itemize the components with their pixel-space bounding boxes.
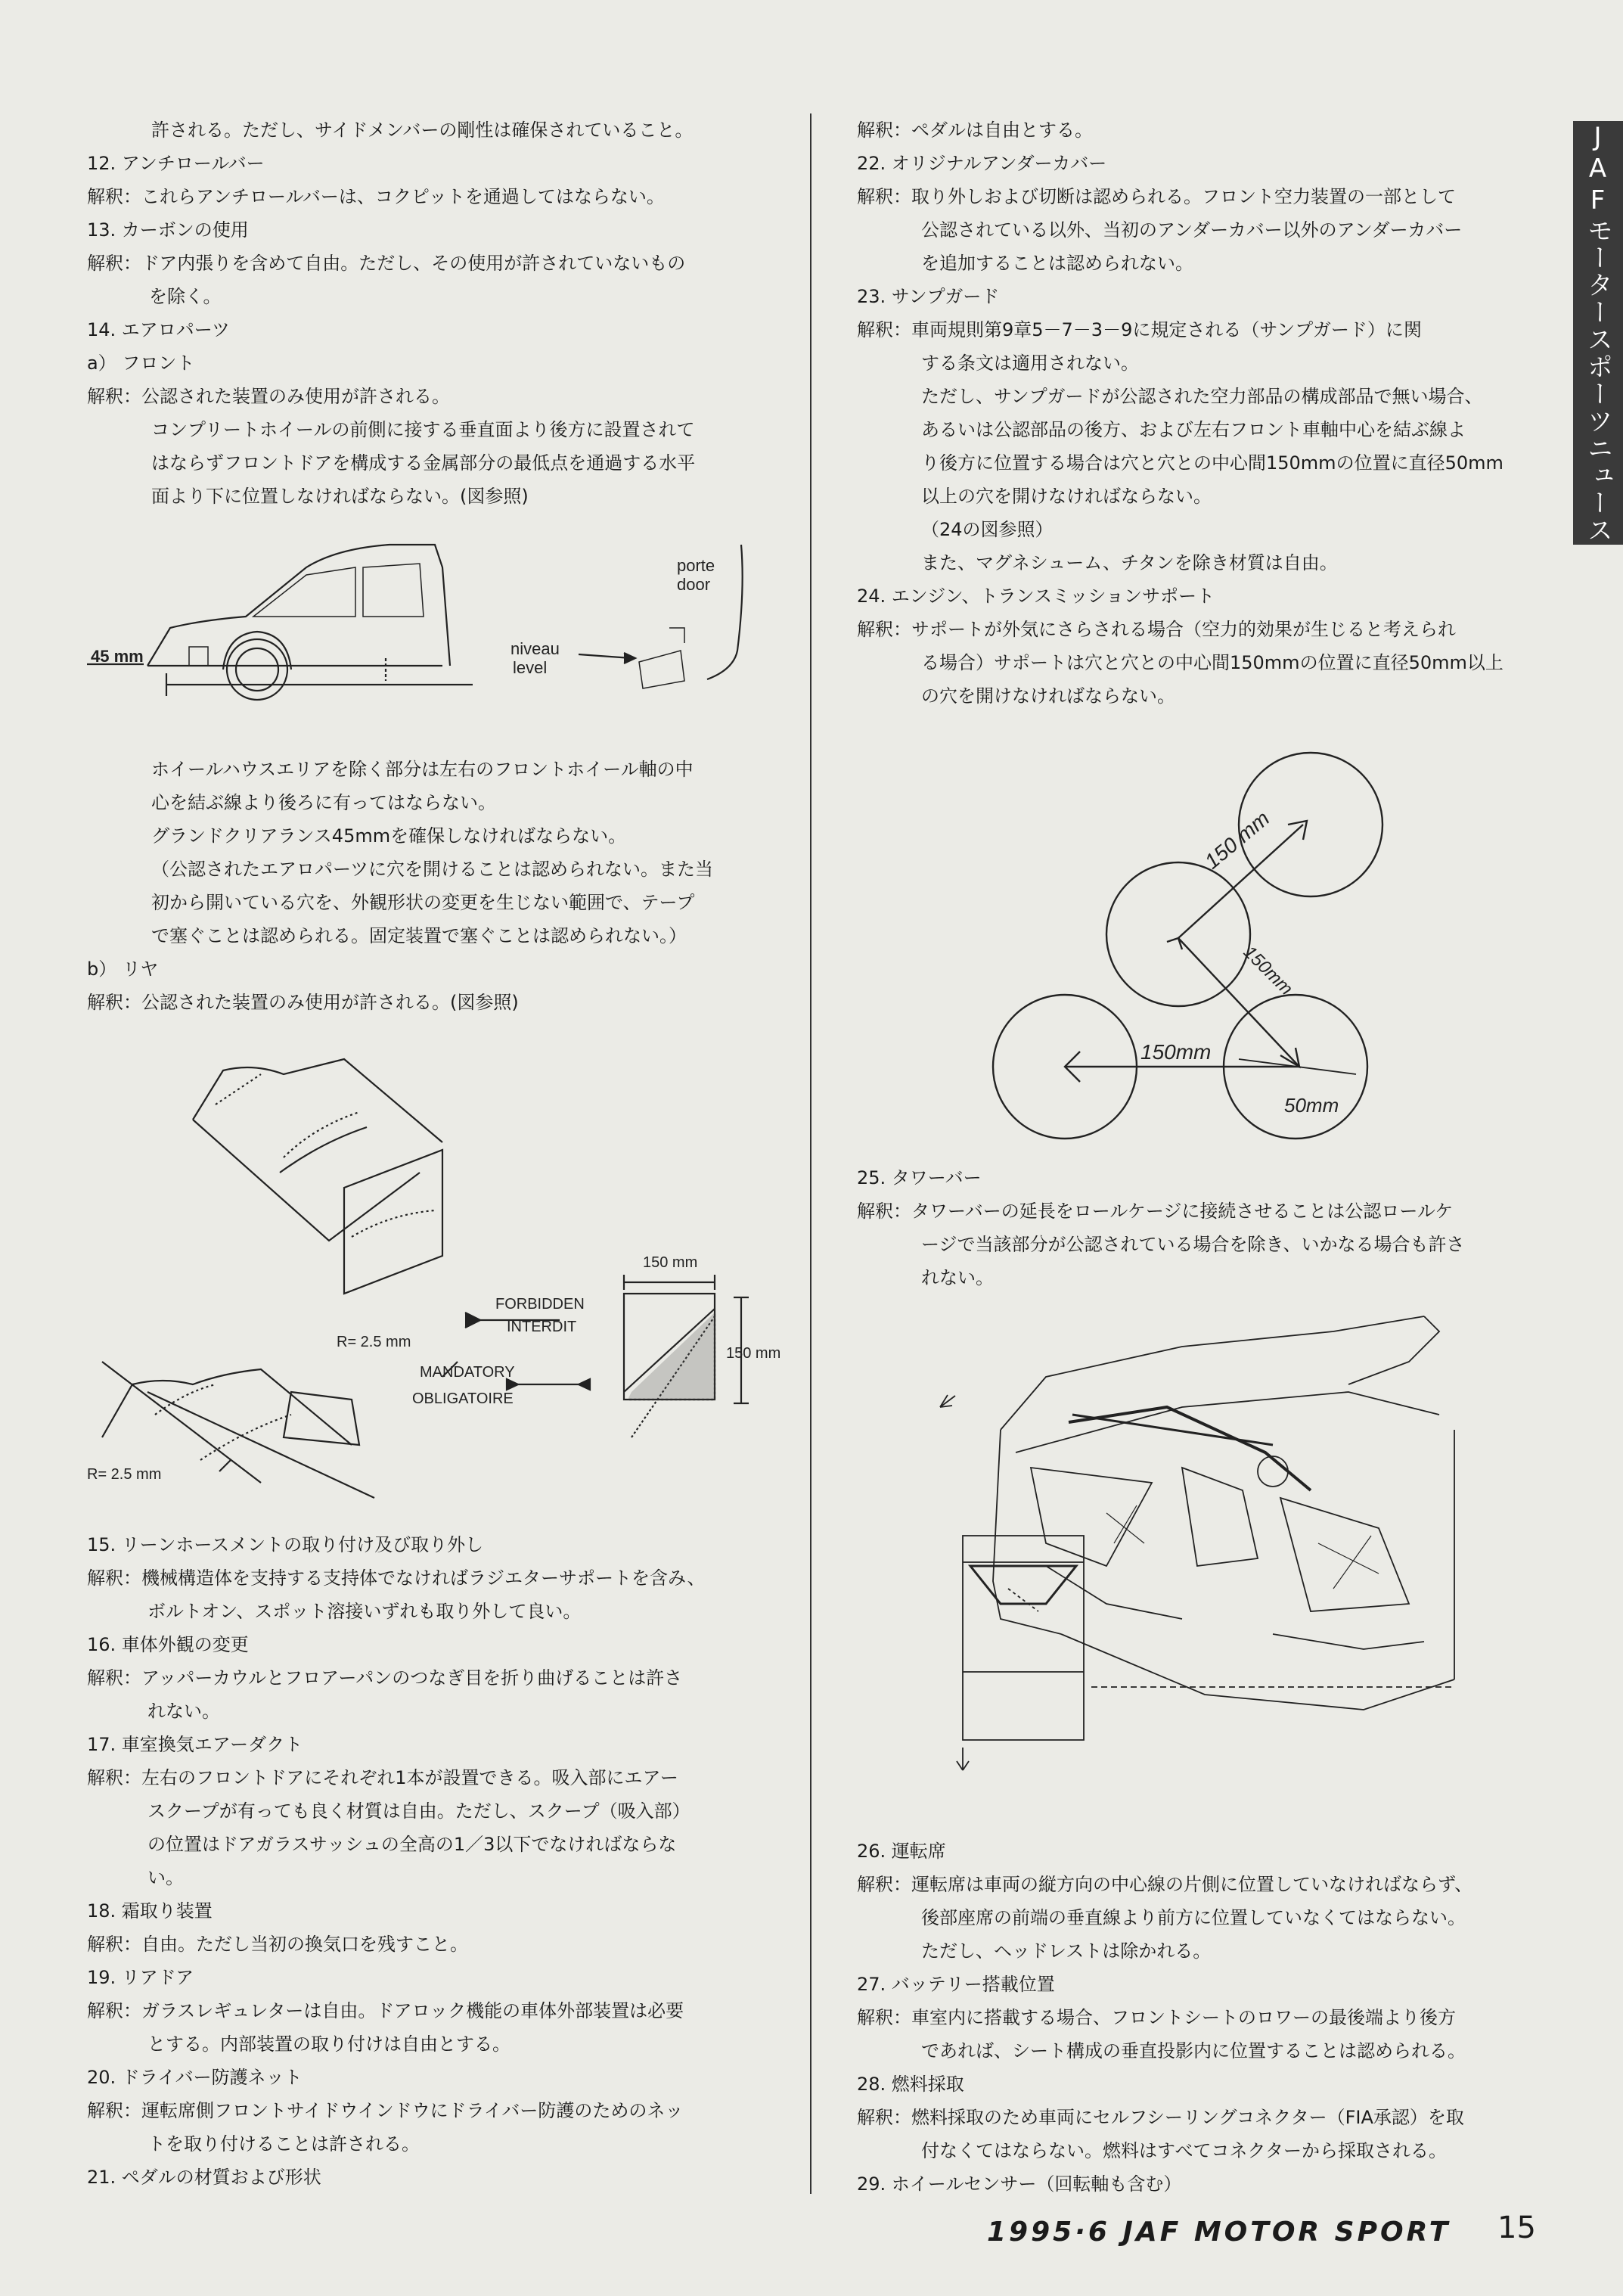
label-level: level (513, 658, 548, 677)
label-radius-bottom: R= 2.5 mm (87, 1466, 162, 1483)
text-line: 解釈：自由。ただし当初の換気口を残すこと。 (87, 1934, 468, 1955)
text-line: （公認されたエアロパーツに穴を開けることは認められない。また当 (151, 859, 714, 880)
text-line: 解釈：左右のフロントドアにそれぞれ1本が設置できる。吸入部にエアー (87, 1767, 678, 1788)
text-line: の位置はドアガラスサッシュの全高の1／3以下でなければならな (147, 1834, 677, 1855)
text-line: れない。 (147, 1701, 220, 1722)
label-mandatory: MANDATORY (420, 1364, 515, 1381)
text-line: トを取り付けることは許される。 (147, 2133, 420, 2155)
text-line: 解釈：車両規則第9章5－7－3－9に規定される（サンプガード）に関 (857, 319, 1422, 340)
label-obligatoire: OBLIGATOIRE (412, 1390, 514, 1407)
item-heading: 19. リアドア (87, 1967, 194, 1988)
item-heading: 12. アンチロールバー (87, 153, 265, 174)
text-line: 解釈：取り外しおよび切断は認められる。フロント空力装置の一部として (857, 186, 1456, 207)
text-line: 解釈：ガラスレギュレターは自由。ドアロック機能の車体外部装置は必要 (87, 2000, 684, 2021)
item-heading: 21. ペダルの材質および形状 (87, 2167, 321, 2188)
text-line: を除く。 (149, 286, 222, 307)
label-interdit: INTERDIT (507, 1319, 577, 1335)
sub-heading: a） フロント (87, 353, 195, 374)
text-line: ただし、サンプガードが公認された空力部品の構成部品で無い場合、 (921, 386, 1483, 407)
label-dia-50: 50mm (1284, 1094, 1339, 1117)
text-line: 面より下に位置しなければならない。(図参照) (151, 486, 529, 507)
text-line: 後部座席の前端の垂直線より前方に位置していなくてはならない。 (921, 1907, 1466, 1928)
tower-bar-figure (955, 1316, 1500, 1800)
text-line: 解釈：運転席側フロントサイドウインドウにドライバー防護のためのネッ (87, 2100, 684, 2121)
text-line: 心を結ぶ線より後ろに有ってはならない。 (151, 792, 496, 813)
dim-45mm: 45 mm (91, 647, 144, 666)
item-heading: 23. サンプガード (857, 286, 1000, 307)
item-heading: 27. バッテリー搭載位置 (857, 1974, 1055, 1995)
text-line: とする。内部装置の取り付けは自由とする。 (147, 2033, 510, 2055)
text-line: れない。 (921, 1267, 994, 1288)
section-tab (1573, 121, 1623, 545)
text-line: （24の図参照） (921, 519, 1054, 540)
text-line: あるいは公認部品の後方、および左右フロント車軸中心を結ぶ線よ (921, 419, 1466, 440)
text-line: を追加することは認められない。 (921, 253, 1193, 274)
item-heading: 22. オリジナルアンダーカバー (857, 153, 1107, 174)
text-line: り後方に位置する場合は穴と穴との中心間150mmの位置に直径50mm (921, 452, 1504, 474)
item-heading: 25. タワーバー (857, 1167, 982, 1188)
label-niveau: niveau (510, 639, 560, 658)
label-base-150: 150mm (1140, 1040, 1212, 1064)
text-line: の穴を開けなければならない。 (921, 685, 1175, 707)
item-heading: 16. 車体外観の変更 (87, 1634, 249, 1655)
text-line: 解釈：アッパーカウルとフロアーパンのつなぎ目を折り曲げることは許さ (87, 1667, 683, 1689)
text-line: 許される。ただし、サイドメンバーの剛性は確保されていること。 (151, 120, 694, 141)
item-heading: 18. 霜取り装置 (87, 1900, 213, 1922)
text-line: グランドクリアランス45mmを確保しなければならない。 (151, 825, 627, 847)
item-heading: 17. 車室換気エアーダクト (87, 1734, 303, 1755)
text-line: 解釈：車室内に搭載する場合、フロントシートのロワーの最後端より後方 (857, 2007, 1456, 2028)
page-number: 15 (1497, 2211, 1536, 2245)
label-height: 150 mm (726, 1345, 781, 1362)
label-width: 150 mm (643, 1254, 698, 1271)
item-heading: 15. リーンホースメントの取り付け及び取り外し (87, 1534, 484, 1555)
section-tab-label: JAFモータースポーツニュース (1582, 122, 1613, 544)
sub-heading: b） リヤ (87, 958, 159, 980)
text-line: 以上の穴を開けなければならない。 (921, 486, 1212, 507)
text-line: 初から開いている穴を、外観形状の変更を生じない範囲で、テープ (151, 892, 695, 913)
text-line: い。 (147, 1867, 184, 1888)
text-line: 解釈：サポートが外気にさらされる場合（空力的効果が生じると考えられ (857, 619, 1456, 640)
text-line: 解釈：公認された装置のみ使用が許される。(図参照) (87, 992, 519, 1013)
text-line: ージで当該部分が公認されている場合を除き、いかなる場合も許さ (921, 1234, 1465, 1255)
hole-spacing-figure (993, 749, 1447, 1157)
text-line: コンプリートホイールの前側に接する垂直面より後方に設置されて (151, 419, 695, 440)
text-line: ホイールハウスエリアを除く部分は左右のフロントホイール軸の中 (151, 759, 694, 780)
text-line: 付なくてはならない。燃料はすべてコネクターから採取される。 (921, 2140, 1448, 2161)
item-heading: 20. ドライバー防護ネット (87, 2067, 303, 2088)
item-heading: 28. 燃料採取 (857, 2074, 964, 2095)
text-line: 解釈：機械構造体を支持する支持体でなければラジエターサポートを含み、 (87, 1567, 706, 1589)
label-diag-150: 150 mm (1199, 806, 1274, 874)
text-line: 解釈：燃料採取のため車両にセルフシーリングコネクター（FIA承認）を取 (857, 2107, 1464, 2128)
item-heading: 29. ホイールセンサー（回転軸も含む） (857, 2173, 1182, 2195)
label-radius-top: R= 2.5 mm (337, 1334, 411, 1350)
text-line: スクープが有っても良く材質は自由。ただし、スクープ（吸入部） (147, 1800, 690, 1822)
label-porte: porte (677, 556, 715, 575)
text-line: 解釈：公認された装置のみ使用が許される。 (87, 386, 450, 407)
text-line: 解釈：これらアンチロールバーは、コクピットを通過してはならない。 (87, 186, 665, 207)
text-line: はならずフロントドアを構成する金属部分の最低点を通過する水平 (151, 452, 696, 474)
column-divider (810, 113, 812, 2194)
text-line: また、マグネシューム、チタンを除き材質は自由。 (921, 552, 1338, 573)
label-forbidden: FORBIDDEN (495, 1296, 585, 1313)
label-side-150: 150mm (1239, 942, 1297, 999)
item-heading: 24. エンジン、トランスミッションサポート (857, 586, 1215, 607)
item-heading: 26. 運転席 (857, 1841, 946, 1862)
rear-aero-figure (87, 1059, 781, 1483)
text-line: 解釈：ドア内張りを含めて自由。ただし、その使用が許されていないもの (87, 253, 686, 274)
text-line: 解釈：ペダルは自由とする。 (857, 120, 1093, 141)
text-line: であれば、シート構成の垂直投影内に位置することは認められる。 (921, 2040, 1466, 2061)
footer-title: 1995·6 JAF MOTOR SPORT (987, 2217, 1451, 2248)
item-heading: 13. カーボンの使用 (87, 219, 249, 241)
text-line: する条文は適用されない。 (921, 353, 1139, 374)
label-door: door (677, 575, 711, 594)
text-line: 解釈：タワーバーの延長をロールケージに接続させることは公認ロールケ (857, 1201, 1454, 1222)
item-heading: 14. エアロパーツ (87, 319, 230, 340)
text-line: る場合）サポートは穴と穴との中心間150mmの位置に直径50mm以上 (921, 652, 1504, 673)
text-line: ボルトオン、スポット溶接いずれも取り外して良い。 (147, 1601, 582, 1622)
text-line: で塞ぐことは認められる。固定装置で塞ぐことは認められない。） (151, 925, 687, 946)
text-line: 解釈：運転席は車両の縦方向の中心線の片側に位置していなければならず、 (857, 1874, 1473, 1895)
text-line: ただし、ヘッドレストは除かれる。 (921, 1940, 1212, 1962)
text-line: 公認されている以外、当初のアンダーカバー以外のアンダーカバー (921, 219, 1463, 241)
